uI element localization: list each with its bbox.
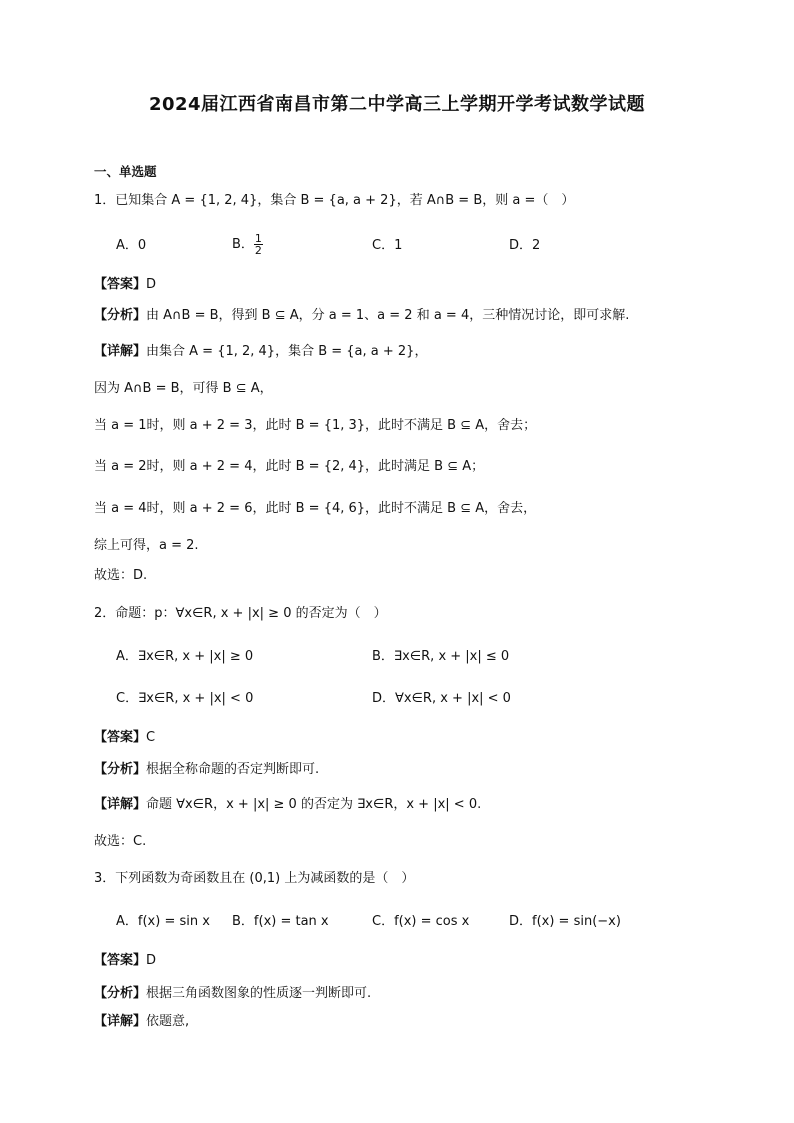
q3-option-b: B．f(x) = tan x (232, 914, 329, 929)
q1-detail-line: 故选：D. (94, 568, 148, 583)
detail-text: 依题意, (146, 1014, 190, 1029)
q1-option-a: A．0 (116, 238, 147, 253)
q1-detail-line: 当 a = 1时，则 a + 2 = 3，此时 B = {1, 3}，此时不满足 B ⊆ A，舍去； (94, 418, 537, 433)
q3-stem: 3．下列函数为奇函数且在 (0,1) 上为减函数的是（ ） (94, 871, 415, 886)
analysis-tag: 【分析】 (94, 986, 147, 1001)
detail-text: 由集合 A = {1, 2, 4}，集合 B = {a, a + 2}， (146, 344, 428, 359)
q3-option-a: A．f(x) = sin x (116, 914, 210, 929)
q2-analysis (94, 761, 319, 779)
q2-detail (94, 796, 481, 814)
answer-tag: 【答案】 (94, 730, 147, 745)
fraction-numerator: 1 (254, 232, 262, 245)
fraction-denominator: 2 (254, 244, 262, 257)
q1-option-b (232, 233, 263, 256)
q1-detail-line: 因为 A∩B = B，可得 B ⊆ A， (94, 381, 273, 396)
analysis-text: 根据全称命题的否定判断即可. (146, 762, 320, 777)
q3-analysis (94, 985, 371, 1003)
q3-option-c: C．f(x) = cos x (372, 914, 470, 929)
q3-detail (94, 1013, 189, 1031)
q1-stem: 1．已知集合 A = {1, 2, 4}，集合 B = {a, a + 2}，若 A∩B = B，则 a =（ ） (94, 193, 575, 208)
analysis-tag: 【分析】 (94, 308, 147, 323)
analysis-tag: 【分析】 (94, 762, 147, 777)
detail-tag: 【详解】 (94, 344, 147, 359)
q2-answer (94, 729, 155, 747)
q2-option-b: B．∃x∈R, x + |x| ≤ 0 (372, 649, 510, 664)
detail-text: 命题 ∀x∈R，x + |x| ≥ 0 的否定为 ∃x∈R，x + |x| < 0. (146, 797, 482, 812)
q3-option-d: D．f(x) = sin(−x) (509, 914, 621, 929)
q2-option-c: C．∃x∈R, x + |x| < 0 (116, 691, 254, 706)
q1-detail-line: 当 a = 4时，则 a + 2 = 6，此时 B = {4, 6}，此时不满足 B ⊆ A，舍去， (94, 501, 537, 516)
page-title: 2024届江西省南昌市第二中学高三上学期开学考试数学试题 (148, 94, 646, 115)
q1-detail (94, 343, 427, 361)
q1-option-b-fraction (254, 233, 263, 256)
answer-value: C (146, 730, 156, 745)
analysis-text: 由 A∩B = B，得到 B ⊆ A，分 a = 1、a = 2 和 a = 4，三种情况讨论，即可求解. (146, 308, 630, 323)
analysis-text: 根据三角函数图象的性质逐一判断即可. (146, 986, 372, 1001)
q1-option-c: C．1 (372, 238, 403, 253)
q1-detail-line: 当 a = 2时，则 a + 2 = 4，此时 B = {2, 4}，此时满足 B ⊆ A； (94, 459, 485, 474)
q1-answer (94, 276, 156, 294)
q2-stem: 2．命题：p：∀x∈R, x + |x| ≥ 0 的否定为（ ） (94, 606, 387, 621)
q1-option-b-label: B． (232, 237, 254, 252)
answer-value: D (146, 953, 157, 968)
q2-option-a: A．∃x∈R, x + |x| ≥ 0 (116, 649, 254, 664)
answer-tag: 【答案】 (94, 953, 147, 968)
q1-option-d: D．2 (509, 238, 541, 253)
q1-analysis (94, 307, 629, 325)
section-heading: 一、单选题 (94, 164, 157, 179)
q3-answer (94, 952, 156, 970)
detail-tag: 【详解】 (94, 797, 147, 812)
detail-tag: 【详解】 (94, 1014, 147, 1029)
answer-tag: 【答案】 (94, 277, 147, 292)
answer-value: D (146, 277, 157, 292)
q2-detail-line: 故选：C. (94, 834, 147, 849)
q2-option-d: D．∀x∈R, x + |x| < 0 (372, 691, 511, 706)
q1-detail-line: 综上可得，a = 2. (94, 538, 199, 553)
